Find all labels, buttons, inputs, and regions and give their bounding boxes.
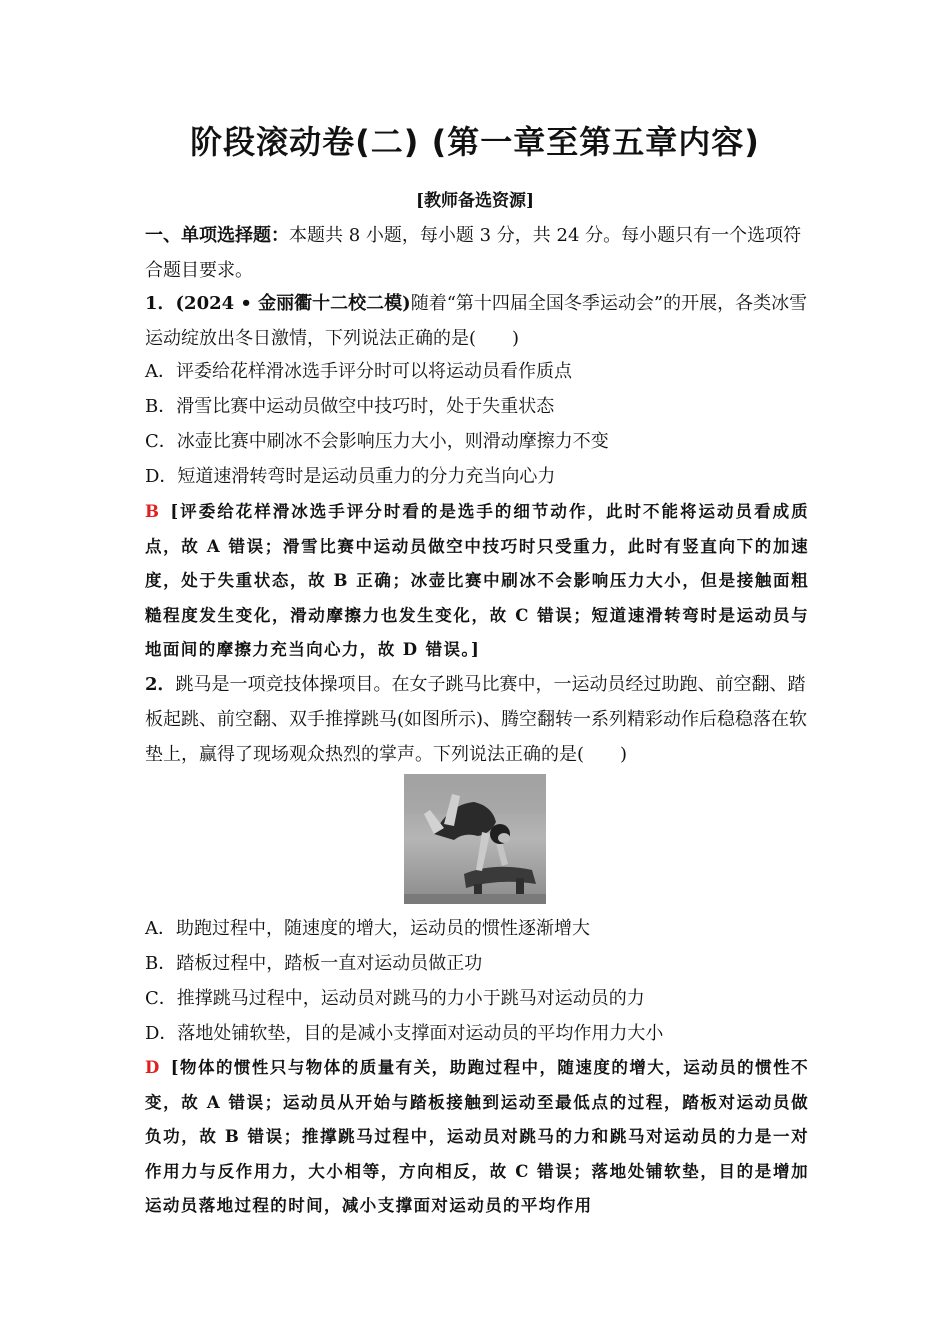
question-text: 随着“第十四届全国冬季运动会”的开展，各类冰雪运动绽放出冬日激情，下列说法正确的是( ) (145, 293, 808, 349)
q2-option-c: C．推撑跳马过程中，运动员对跳马的力小于跳马对运动员的力 (145, 988, 645, 1009)
q1-option-a: A．评委给花样滑冰选手评分时可以将运动员看作质点 (145, 361, 572, 382)
section-description: 本题共 8 小题，每小题 3 分，共 24 分。每小题只有一个选项符合题目要求。 (145, 225, 802, 281)
question-number: 2． (145, 674, 176, 695)
q1-explanation: [评委给花样滑冰选手评分时看的是选手的细节动作，此时不能将运动员看成质点，故 A 错误；滑雪比赛中运动员做空中技巧时只受重力，此时有竖直向下的加速度，处于失重状态，故 B 正确；冰壶比赛中刷冰不会影响压力大小，但是接触面粗糙程度发生变化，滑动摩擦力也发生变化，故 C 错误；短道速滑转弯时是运动员与地面间的摩擦力充当向心力，故 D 错误。] (145, 502, 809, 659)
vault-gymnast-figure (404, 774, 546, 904)
question-2-stem (145, 667, 809, 772)
question-1-stem (145, 286, 809, 356)
q2-answer: D (145, 1058, 161, 1077)
q2-option-d: D．落地处铺软垫，目的是减小支撑面对运动员的平均作用力大小 (145, 1023, 664, 1044)
q1-option-b: B．滑雪比赛中运动员做空中技巧时，处于失重状态 (145, 396, 555, 417)
page-subtitle: [教师备选资源] (415, 191, 535, 211)
question-text: 跳马是一项竞技体操项目。在女子跳马比赛中，一运动员经过助跑、前空翻、踏板起跳、前空翻、双手推撑跳马(如图所示)、腾空翻转一系列精彩动作后稳稳落在软垫上，赢得了现场观众热烈的掌声。下列说法正确的是( ) (145, 674, 808, 765)
section-heading: 一、单项选择题： (145, 225, 289, 246)
page-title: 阶段滚动卷(二) (第一章至第五章内容) (190, 123, 760, 161)
q2-explanation-block (145, 1051, 809, 1224)
question-source: (2024 • 金丽衢十二校二模) (175, 293, 411, 314)
q2-option-b: B．踏板过程中，踏板一直对运动员做正功 (145, 953, 483, 974)
q1-answer: B (145, 502, 161, 521)
q1-option-c: C．冰壶比赛中刷冰不会影响压力大小，则滑动摩擦力不变 (145, 431, 609, 452)
section-intro (145, 218, 809, 288)
q2-option-a: A．助跑过程中，随速度的增大，运动员的惯性逐渐增大 (145, 918, 590, 939)
question-number: 1． (145, 293, 176, 314)
q1-option-d: D．短道速滑转弯时是运动员重力的分力充当向心力 (145, 466, 556, 487)
q2-explanation: [物体的惯性只与物体的质量有关，助跑过程中，随速度的增大，运动员的惯性不变，故 A 错误；运动员从开始与踏板接触到运动至最低点的过程，踏板对运动员做负功，故 B 错误；推撑跳马过程中，运动员对跳马的力和跳马对运动员的力是一对作用力与反作用力，大小相等，方向相反，故 C 错误；落地处铺软垫，目的是增加运动员落地过程的时间，减小支撑面对运动员的平均作用 (145, 1058, 809, 1215)
q1-explanation-block (145, 495, 809, 668)
